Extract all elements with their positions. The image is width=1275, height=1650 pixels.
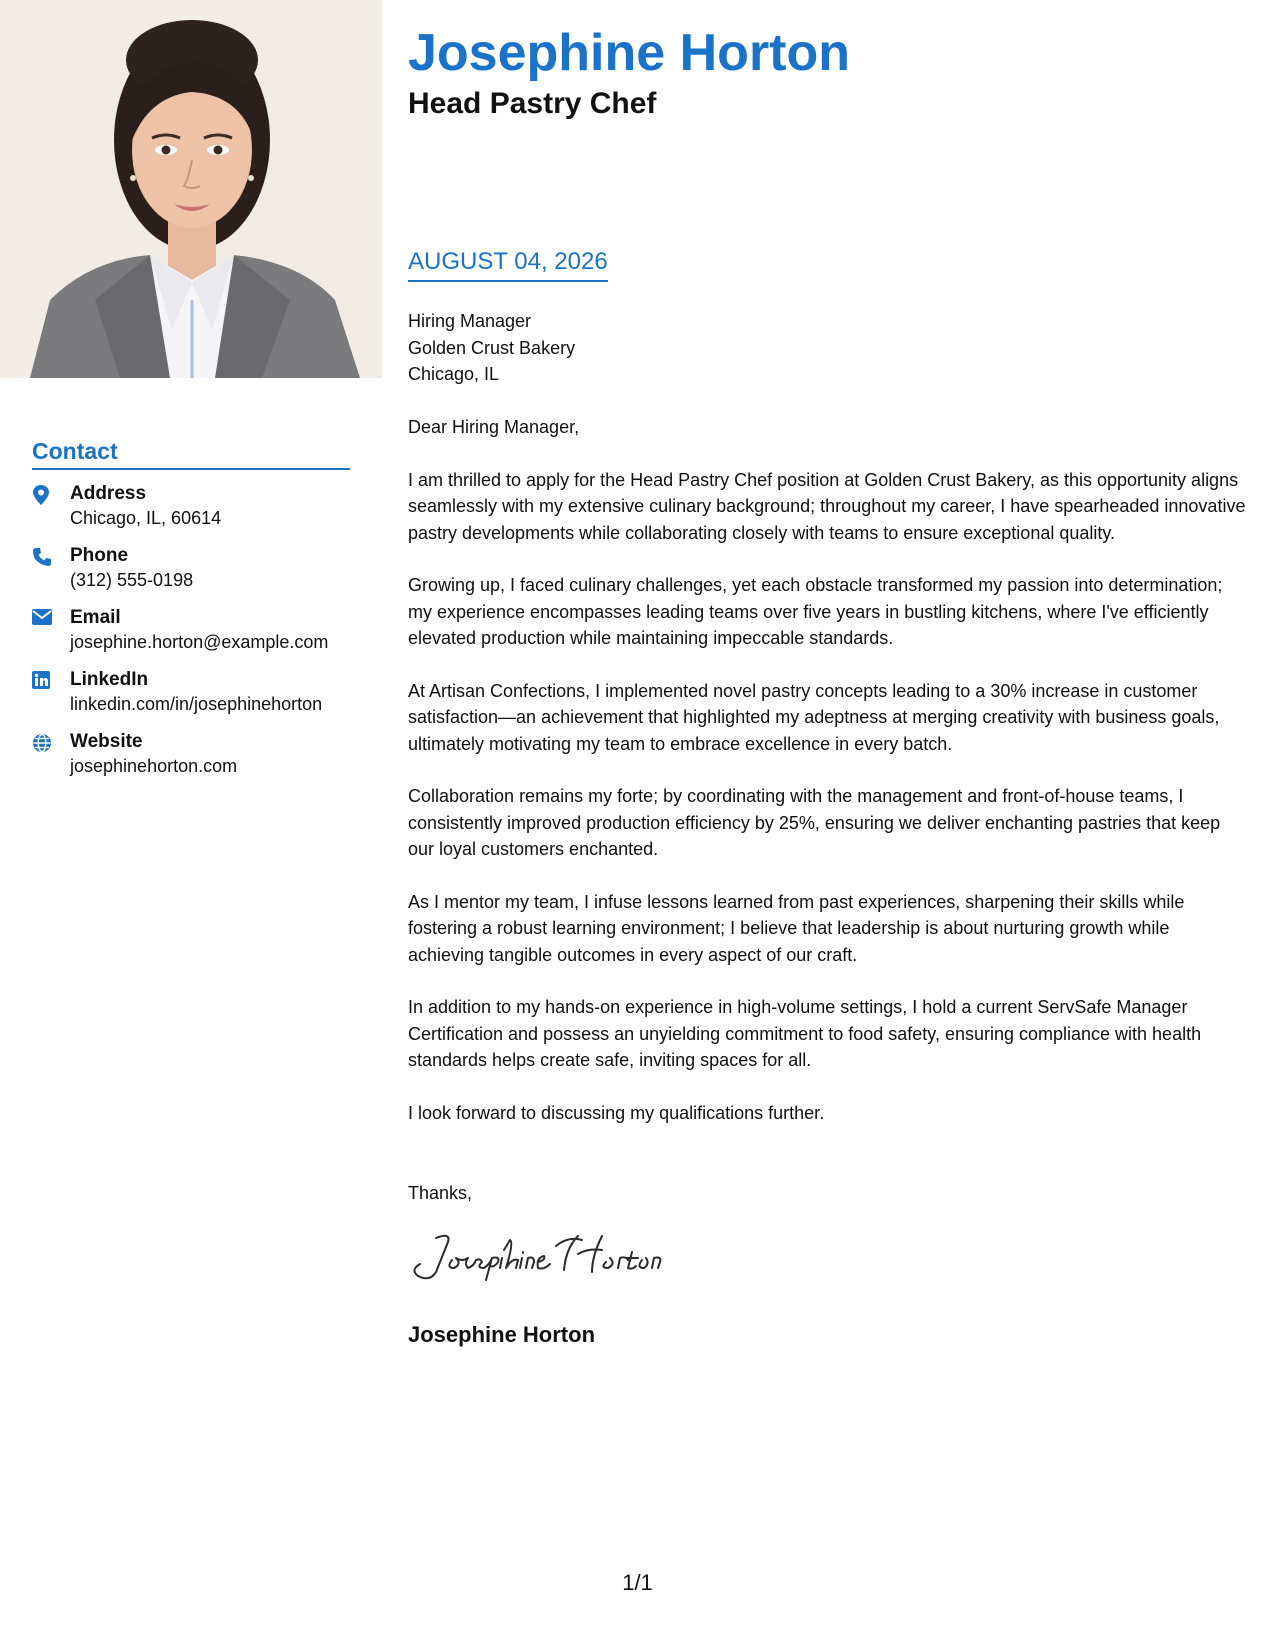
email-value[interactable]: josephine.horton@example.com — [70, 632, 329, 652]
letter-paragraph: I am thrilled to apply for the Head Pastry Chef position at Golden Crust Bakery, as this opportunity aligns seamlessly with my extensive culinary background; throughout my career, I have spearheaded innovative pastry developments while collaborating closely with teams to ensure exceptional quality. — [408, 469, 1246, 543]
sidebar-contact — [32, 438, 350, 792]
globe-icon — [32, 730, 70, 753]
letter-paragraph: As I mentor my team, I infuse lessons learned from past experiences, sharpening their skills while fostering a robust learning environment; I believe that leadership is about nurturing growth while achieving tangible outcomes in every aspect of our craft. — [408, 891, 1185, 965]
contact-item-linkedin — [32, 668, 350, 716]
contact-label: LinkedIn — [70, 669, 149, 690]
contact-item-address — [32, 482, 350, 530]
closing: Thanks, — [408, 1183, 473, 1203]
letter-paragraph: I look forward to discussing my qualifications further. — [408, 1102, 825, 1123]
letter-paragraph: At Artisan Confections, I implemented novel pastry concepts leading to a 30% increase in customer satisfaction—an achievement that highlighted my adeptness at merging creativity with business goals, ultimately motivating my team to embrace excellence in every batch. — [408, 680, 1220, 754]
phone-icon — [32, 544, 70, 567]
linkedin-value[interactable]: linkedin.com/in/josephinehorton — [70, 694, 323, 714]
address-value: Chicago, IL, 60614 — [70, 508, 222, 528]
website-value[interactable]: josephinehorton.com — [70, 756, 238, 776]
email-icon — [32, 606, 70, 625]
contact-item-email — [32, 606, 350, 654]
letter-paragraph: Collaboration remains my forte; by coordinating with the management and front-of-house teams, I consistently improved production efficiency by 25%, ensuring we deliver enchanting pastries that keep our loyal customers enchanted. — [408, 786, 1221, 859]
contact-label: Website — [70, 731, 143, 752]
signer-name: Josephine Horton — [408, 1322, 596, 1347]
handwritten-signature — [406, 1228, 666, 1289]
letter-body — [408, 414, 1246, 1152]
letter-paragraph: Growing up, I faced culinary challenges, yet each obstacle transformed my passion into determination; my experience encompasses leading teams over five years in bustling kitchens, where I've efficiently elevated production while maintaining impeccable standards. — [408, 575, 1223, 648]
linkedin-icon — [32, 668, 70, 689]
profile-photo — [0, 0, 382, 378]
contact-item-phone — [32, 544, 350, 592]
job-title: Head Pastry Chef — [408, 87, 657, 120]
letter-date: AUGUST 04, 2026 — [408, 248, 608, 282]
contact-label: Address — [70, 483, 147, 504]
portrait-illustration — [0, 0, 382, 378]
phone-value[interactable]: (312) 555-0198 — [70, 570, 194, 590]
recipient-line: Hiring Manager — [408, 311, 532, 331]
recipient-line: Golden Crust Bakery — [408, 337, 576, 358]
header — [408, 22, 1238, 124]
contact-heading: Contact — [32, 438, 350, 470]
contact-label: Phone — [70, 545, 129, 566]
contact-label: Email — [70, 607, 121, 628]
greeting: Dear Hiring Manager, — [408, 417, 580, 437]
page-number: 1/1 — [622, 1570, 653, 1595]
letter-paragraph: In addition to my hands-on experience in high-volume settings, I hold a current ServSafe Manager Certification and possess an unyielding commitment to food safety, ensuring compliance with health standards helps create safe, inviting spaces for all. — [408, 997, 1202, 1070]
recipient-block — [408, 308, 1238, 388]
contact-item-website — [32, 730, 350, 778]
contact-list — [32, 482, 350, 778]
recipient-line: Chicago, IL — [408, 364, 500, 384]
applicant-name: Josephine Horton — [408, 24, 851, 82]
map-pin-icon — [32, 482, 70, 505]
